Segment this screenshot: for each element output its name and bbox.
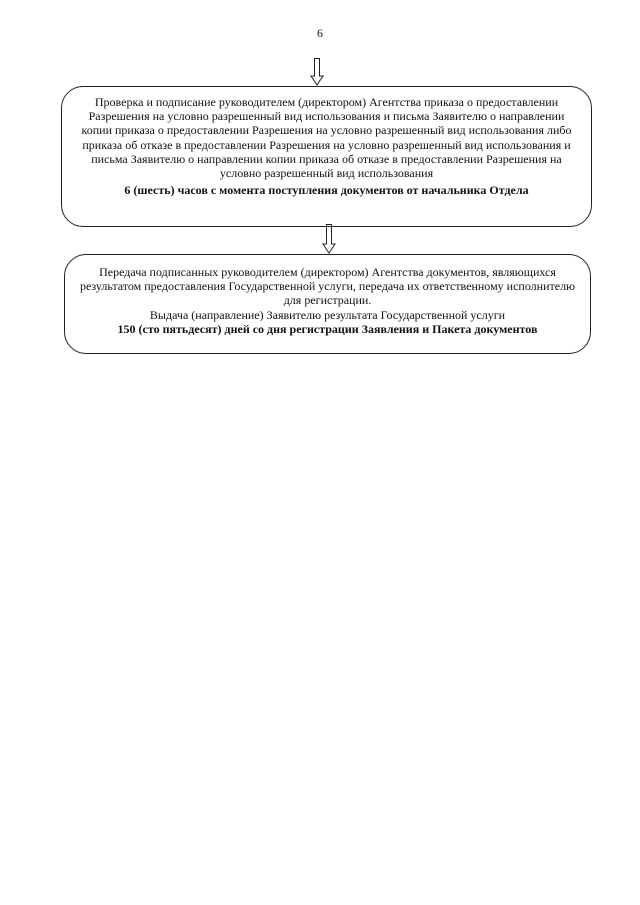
step-2-deadline: 150 (сто пятьдесят) дней со дня регистрации Заявления и Пакета документов [117,321,538,336]
down-arrow-icon [322,224,336,254]
page-number: 6 [317,26,323,40]
step-1-text: Проверка и подписание руководителем (директором) Агентства приказа о предоставлении Разрешения на условно разрешенный вид использования и письма Заявителю о направлении копии приказа о предоставлении Разрешения на условно разрешенный вид использования либо приказа об отказе в предоставлении Разрешения на условно разрешенный вид использования и письма Заявителю о направлении копии приказа об отказе в предоставлении Разрешения на условно разрешенный вид использования [81,95,572,181]
down-arrow-icon [310,58,324,86]
flow-step-2 [64,254,591,354]
step-2-text-issue: Выдача (направление) Заявителю результата Государственной услуги [149,307,506,322]
flow-step-1 [61,86,592,227]
step-1-deadline: 6 (шесть) часов с момента поступления документов от начальника Отдела [124,183,529,198]
step-2-text: Передача подписанных руководителем (директором) Агентства документов, являющихся результатом предоставления Государственной услуги, передача их ответственному исполнителю для регистрации. [79,265,576,308]
